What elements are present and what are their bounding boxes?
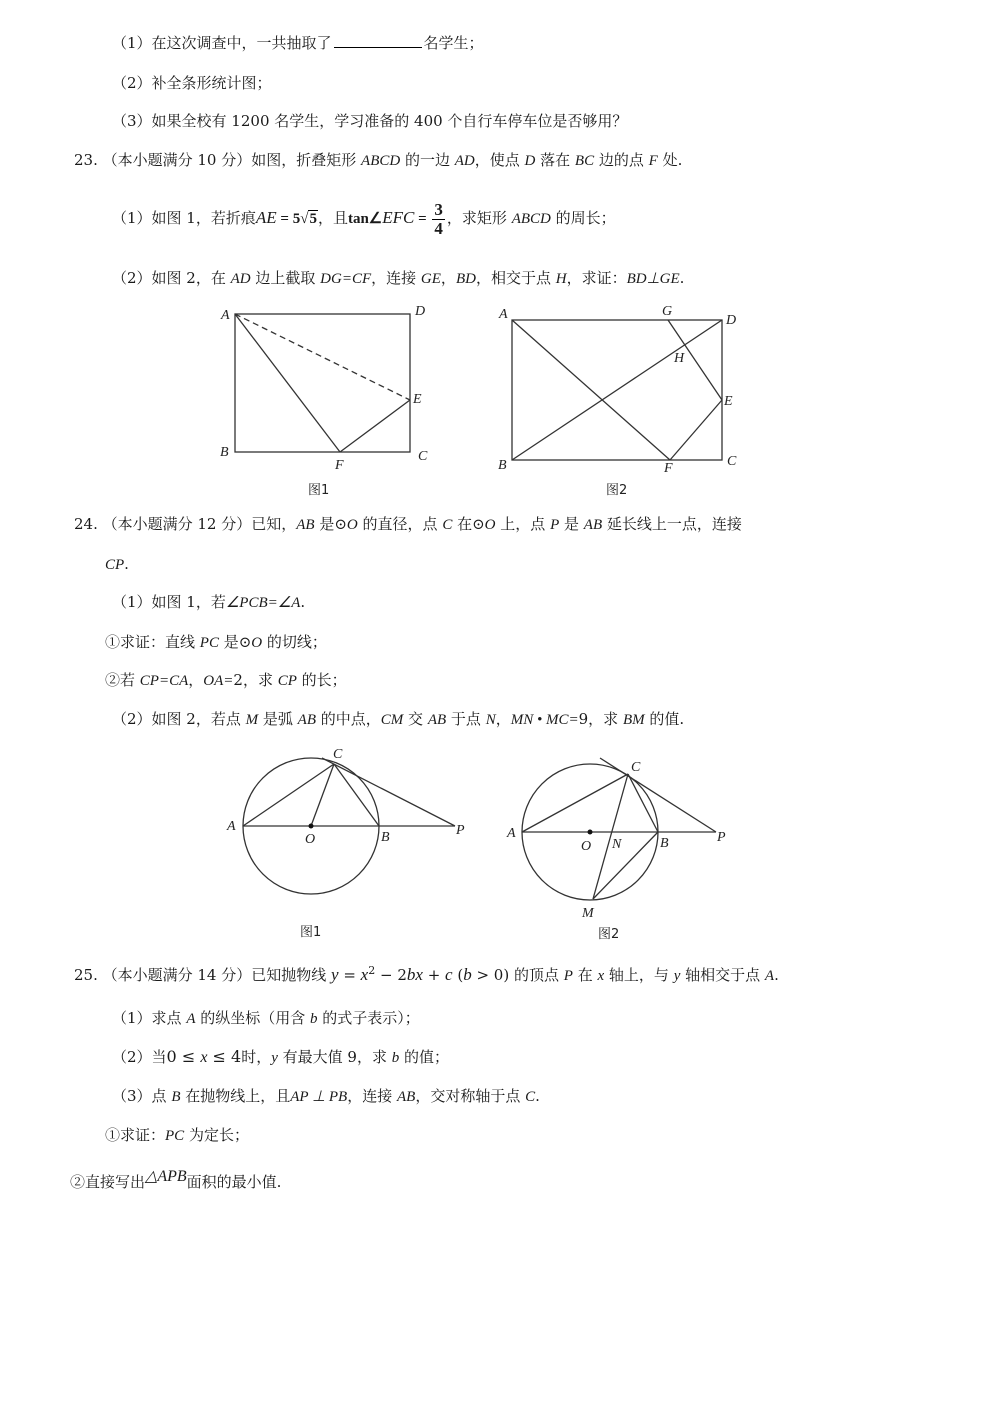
t: AB	[397, 1089, 416, 1105]
t: O	[484, 517, 496, 533]
t: ，求矩形	[446, 209, 512, 227]
q24-sub2	[105, 670, 347, 691]
t: x	[360, 965, 369, 984]
t: bx	[406, 965, 423, 984]
t: 有最大值 9，求	[277, 1048, 392, 1066]
t: =	[414, 211, 431, 227]
q22-part1	[112, 33, 484, 53]
q22-part3: （3）如果全校有 1200 名学生，学习准备的 400 个自行车停车位是否够用？	[112, 112, 628, 130]
t: AB	[297, 712, 316, 728]
t: ∠PCB=∠A	[225, 595, 301, 611]
t: EFC	[382, 208, 415, 227]
t: AE	[255, 208, 277, 227]
label-C: C	[631, 760, 641, 775]
q25-part2	[112, 1047, 449, 1068]
t: CP	[277, 673, 297, 689]
t: 的值；	[399, 1048, 450, 1066]
q22-part1-suffix: 名学生；	[423, 34, 484, 52]
t: OA=	[203, 673, 234, 689]
label-C: C	[418, 449, 428, 464]
t: 23. （本小题满分 10 分）如图，折叠矩形	[74, 151, 362, 169]
t: 是	[559, 515, 584, 533]
t: 轴相交于点	[680, 966, 765, 984]
t: CM	[380, 712, 404, 728]
t: ，	[440, 269, 456, 287]
label-P: P	[717, 830, 726, 845]
t: ，交对称轴于点	[415, 1087, 526, 1105]
t: BM	[622, 712, 645, 728]
label-D: D	[726, 313, 737, 328]
t: BC	[574, 153, 595, 169]
label-D: D	[415, 304, 426, 319]
label-O: O	[305, 832, 316, 847]
t: （2）如图 2，在	[112, 269, 231, 287]
t: AD	[454, 153, 475, 169]
t: = 5	[276, 211, 301, 227]
q24-part2	[112, 709, 684, 730]
t: ，求	[242, 671, 278, 689]
label-N: N	[612, 837, 622, 852]
t: x	[200, 1049, 208, 1066]
t: .	[774, 966, 779, 984]
t: P	[550, 517, 560, 533]
q22-part1-text: （1）在这次调查中，一共抽取了	[112, 34, 332, 52]
t: 25. （本小题满分 14 分）已知抛物线	[74, 966, 332, 984]
t: 是⊙	[314, 515, 347, 533]
t: +	[422, 966, 446, 984]
label-A: A	[221, 308, 230, 323]
t: CP=CA	[139, 673, 189, 689]
t: （1）如图 1，若折痕	[112, 209, 256, 227]
label-G: G	[662, 304, 673, 319]
t: ，	[188, 671, 204, 689]
t: B	[171, 1089, 181, 1105]
label-O: O	[581, 839, 592, 854]
t: （1）求点	[112, 1009, 187, 1027]
label-F: F	[664, 461, 673, 476]
t: H	[555, 271, 567, 287]
t: 2	[368, 964, 376, 977]
answer-blank[interactable]	[334, 33, 422, 48]
t: 边上截取	[250, 269, 321, 287]
t: D	[524, 153, 536, 169]
t: ，且	[317, 209, 348, 227]
t: 在抛物线上，且	[180, 1087, 291, 1105]
t: − 2	[375, 966, 407, 984]
t: A	[764, 968, 775, 984]
q23-fig1-segment-FE	[340, 400, 410, 452]
q23-fig1-segment-AF	[235, 314, 340, 452]
q25-stem	[74, 961, 779, 986]
q23-fig2-segment-FE	[670, 400, 722, 460]
t: y	[673, 968, 681, 984]
t: 时，	[241, 1048, 272, 1066]
t: C	[525, 1089, 536, 1105]
q23-fig2-segment-AF	[512, 320, 670, 460]
t: 于点	[446, 710, 486, 728]
t: （1）如图 1，若	[112, 593, 226, 611]
t: ABCD	[511, 211, 551, 227]
t: BD	[455, 271, 476, 287]
label-B: B	[498, 458, 507, 473]
label-A: A	[227, 819, 236, 834]
t: 处.	[657, 151, 683, 169]
t: 交	[403, 710, 428, 728]
t: CP	[105, 557, 125, 573]
q24-fig2-segment-MB	[593, 832, 658, 899]
label-P: P	[456, 823, 465, 838]
t: 的式子表示）；	[317, 1009, 420, 1027]
t: y	[271, 1050, 278, 1066]
t: O	[251, 635, 263, 651]
t: N	[485, 712, 496, 728]
q23-fig2-segment-GE	[668, 320, 722, 400]
t: DG=CF	[320, 271, 372, 287]
q24-fig2-tangent-CP	[600, 758, 716, 832]
t: AB	[427, 712, 447, 728]
t: P	[563, 968, 573, 984]
t: AB	[583, 517, 603, 533]
t: ，	[495, 710, 511, 728]
t: .	[679, 269, 685, 287]
t: AP ⊥ PB	[290, 1089, 348, 1105]
t: 的直径，点	[357, 515, 443, 533]
t: 5	[309, 211, 317, 227]
t: C	[442, 517, 453, 533]
t: .	[535, 1087, 540, 1105]
t: ，求证：	[566, 269, 627, 287]
t: 的周长；	[550, 209, 616, 227]
t: 是弧	[258, 710, 298, 728]
q24-fig1-circle	[243, 758, 379, 894]
t: 是⊙	[218, 633, 252, 651]
q24-fig1-tangent-CP	[322, 758, 455, 826]
t: PC	[165, 1128, 185, 1144]
q24-stem-cont	[105, 554, 129, 575]
t: PC	[199, 635, 219, 651]
t: 9	[578, 710, 589, 728]
t: ，连接	[371, 269, 421, 287]
t: c	[445, 965, 453, 984]
q24-fig2-segment-CM	[593, 774, 628, 899]
t: GE	[420, 271, 441, 287]
q24-fig1-segment-AC	[243, 764, 334, 826]
t: ，相交于点	[475, 269, 556, 287]
t: ②直接写出	[70, 1173, 146, 1191]
figure-caption: 图1	[308, 483, 330, 498]
t: 的纵坐标（用含	[195, 1009, 311, 1027]
t: ，使点	[474, 151, 525, 169]
t: 上，点	[495, 515, 551, 533]
t: b	[463, 965, 472, 984]
t: > 0)	[471, 966, 510, 984]
t: ①求证：直线	[105, 633, 200, 651]
figure-caption: 图1	[300, 925, 322, 940]
q24-stem	[74, 514, 742, 535]
label-A: A	[499, 307, 508, 322]
q24-fig2-center-dot	[588, 830, 593, 835]
q23-fig1-rectangle	[235, 314, 410, 452]
q24-fig2-segment-AC	[522, 774, 628, 832]
label-A: A	[507, 826, 516, 841]
fraction-denominator: 4	[434, 218, 443, 238]
q23-part2	[112, 268, 684, 289]
q23-fig1-fold-AE	[235, 314, 410, 400]
t: 24. （本小题满分 12 分）已知，	[74, 515, 297, 533]
t: M	[245, 712, 259, 728]
t: 面积的最小值.	[186, 1173, 282, 1191]
q23-fig2-segment-BD	[512, 320, 722, 460]
q24-fig1-segment-CB	[334, 764, 379, 826]
t: 在	[572, 966, 598, 984]
t: 边的点	[594, 151, 649, 169]
t: 落在	[535, 151, 575, 169]
t: 延长线上一点，连接	[602, 515, 742, 533]
t: ②若	[105, 671, 140, 689]
t: ABCD	[361, 153, 401, 169]
q24-part1	[112, 592, 305, 613]
t: 轴上，与	[604, 966, 674, 984]
fraction-numerator: 3	[434, 199, 443, 219]
t: 的中点，	[316, 710, 381, 728]
figure-caption: 图2	[598, 927, 620, 942]
q24-sub1	[105, 632, 327, 653]
t: O	[346, 517, 358, 533]
q25-sub2	[70, 1168, 282, 1193]
q23-stem	[74, 150, 682, 171]
t: .	[124, 555, 129, 573]
fraction	[432, 201, 445, 238]
figure-caption: 图2	[606, 483, 628, 498]
t: AB	[296, 517, 315, 533]
t: △APB	[145, 1168, 187, 1185]
t: y	[331, 965, 339, 984]
t: ，求	[588, 710, 623, 728]
t: AD	[230, 271, 251, 287]
q22-part2: （2）补全条形统计图；	[112, 74, 272, 92]
label-C: C	[333, 747, 343, 762]
t: A	[186, 1011, 196, 1027]
t: b	[310, 1011, 318, 1027]
t: ≤ 4	[207, 1047, 242, 1066]
t: 2	[233, 671, 243, 689]
t: F	[648, 153, 658, 169]
t: b	[391, 1050, 400, 1066]
t: x	[597, 968, 605, 984]
q24-fig1-center-dot	[309, 824, 314, 829]
t: ①求证：	[105, 1126, 166, 1144]
q23-part1	[112, 198, 616, 239]
label-E: E	[413, 392, 422, 407]
label-F: F	[335, 458, 344, 473]
t: 的一边	[400, 151, 455, 169]
label-E: E	[724, 394, 733, 409]
t: (	[452, 966, 464, 984]
t: 的切线；	[262, 633, 327, 651]
t: （2）当	[112, 1048, 167, 1066]
q23-fig2-rectangle	[512, 320, 722, 460]
t: MN • MC=	[510, 712, 579, 728]
label-B: B	[660, 836, 669, 851]
t: 0 ≤	[166, 1047, 201, 1066]
t: =	[338, 966, 361, 984]
label-B: B	[381, 830, 390, 845]
q25-sub1	[105, 1125, 249, 1146]
q24-fig1-segment-OC	[311, 764, 334, 826]
q25-part3	[112, 1086, 540, 1107]
t: ，连接	[347, 1087, 397, 1105]
label-M: M	[582, 906, 594, 921]
t: 为定长；	[184, 1126, 249, 1144]
label-C: C	[727, 454, 737, 469]
t: （2）如图 2，若点	[112, 710, 246, 728]
q25-part1	[112, 1008, 420, 1029]
label-B: B	[220, 445, 229, 460]
t: 的长；	[296, 671, 347, 689]
t: （3）点	[112, 1087, 172, 1105]
t: tan∠	[347, 211, 383, 227]
label-H: H	[674, 351, 685, 366]
t: 在⊙	[452, 515, 485, 533]
sqrt-sign: √	[300, 211, 309, 227]
t: 的顶点	[509, 966, 564, 984]
t: BD⊥GE	[626, 271, 680, 287]
q24-fig2-circle	[522, 764, 658, 900]
q24-fig2-segment-CB	[628, 774, 658, 832]
t: 的值.	[644, 710, 685, 728]
t: .	[300, 593, 306, 611]
